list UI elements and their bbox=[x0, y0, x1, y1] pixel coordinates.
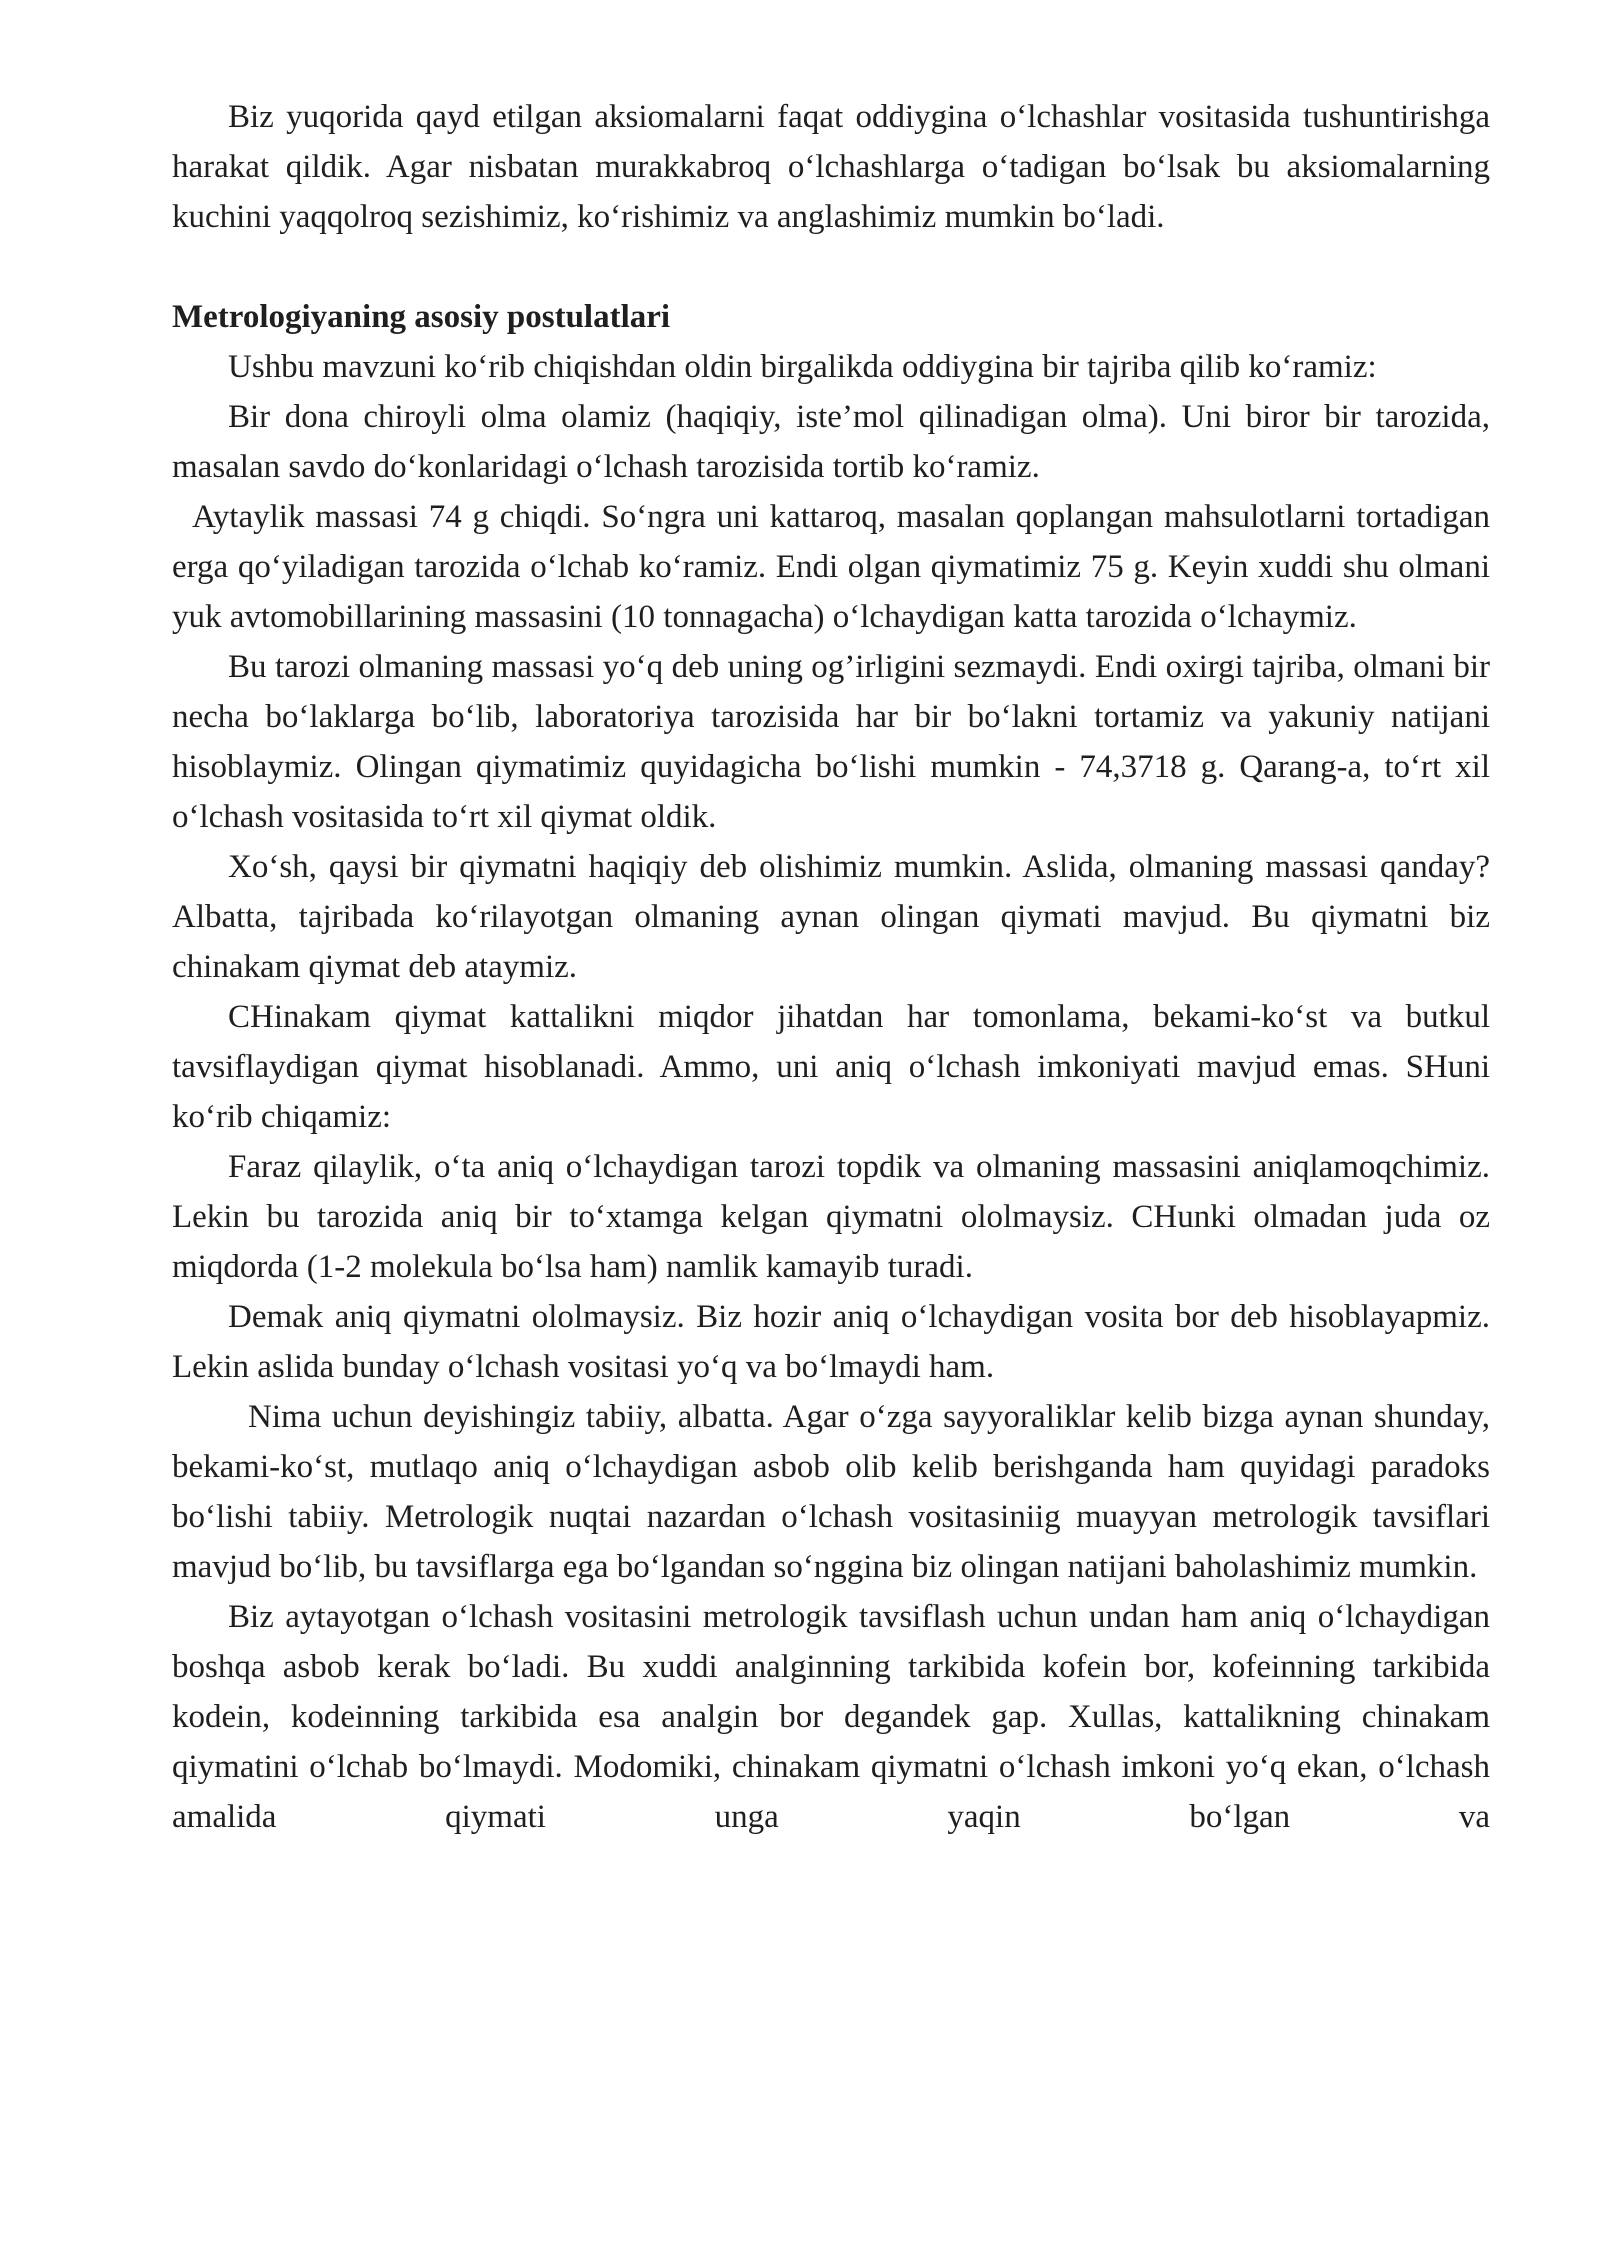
paragraph-4: Bu tarozi olmaning massasi yo‘q deb uning og’irligini sezmaydi. Endi oxirgi tajriba, olmani bir necha bo‘laklarga bo‘lib, laboratoriya tarozisida har bir bo‘lakni tortamiz va yakuniy natijani hisoblaymiz. Olingan qiymatimiz quyidagicha bo‘lishi mumkin - 74,3718 g. Qarang-a, to‘rt xil o‘lchash vositasida to‘rt xil qiymat oldik. bbox=[172, 649, 1490, 835]
section-heading: Metrologiyaning asosiy postulatlari bbox=[172, 299, 671, 335]
intro-paragraph: Biz yuqorida qayd etilgan aksiomalarni faqat oddiygina o‘lchashlar vositasida tushuntirishga harakat qildik. Agar nisbatan murakkabroq o‘lchashlarga o‘tadigan bo‘lsak bu aksiomalarning kuchini yaqqolroq sezishimiz, ko‘rishimiz va anglashimiz mumkin bo‘ladi. bbox=[172, 99, 1490, 235]
paragraph-1: Ushbu mavzuni ko‘rib chiqishdan oldin birgalikda oddiygina bir tajriba qilib ko‘ramiz: bbox=[228, 349, 1377, 385]
paragraph-6: CHinakam qiymat kattalikni miqdor jihatdan har tomonlama, bekami-ko‘st va butkul tavsiflaydigan qiymat hisoblanadi. Ammo, uni aniq o‘lchash imkoniyati mavjud emas. SHuni ko‘rib chiqamiz: bbox=[172, 999, 1490, 1135]
paragraph-9: Nima uchun deyishingiz tabiiy, albatta. Agar o‘zga sayyoraliklar kelib bizga aynan shunday, bekami-ko‘st, mutlaqo aniq o‘lchaydigan asbob olib kelib berishganda ham quyidagi paradoks bo‘lishi tabiiy. Metrologik nuqtai nazardan o‘lchash vositasiniig muayyan metrologik tavsiflari mavjud bo‘lib, bu tavsiflarga ega bo‘lgandan so‘nggina biz olingan natijani baholashimiz mumkin. bbox=[172, 1399, 1490, 1585]
paragraph-5: Xo‘sh, qaysi bir qiymatni haqiqiy deb olishimiz mumkin. Aslida, olmaning massasi qanday? Albatta, tajribada ko‘rilayotgan olmaning aynan olingan qiymati mavjud. Bu qiymatni biz chinakam qiymat deb ataymiz. bbox=[172, 849, 1490, 985]
paragraph-8: Demak aniq qiymatni ololmaysiz. Biz hozir aniq o‘lchaydigan vosita bor deb hisoblayapmiz. Lekin aslida bunday o‘lchash vositasi yo‘q va bo‘lmaydi ham. bbox=[172, 1299, 1490, 1385]
paragraph-3: Aytaylik massasi 74 g chiqdi. So‘ngra uni kattaroq, masalan qoplangan mahsulotlarni tortadigan erga qo‘yiladigan tarozida o‘lchab ko‘ramiz. Endi olgan qiymatimiz 75 g. Keyin xuddi shu olmani yuk avtomobillarining massasini (10 tonnagacha) o‘lchaydigan katta tarozida o‘lchaymiz. bbox=[172, 499, 1490, 635]
document-page bbox=[172, 92, 1490, 1842]
paragraph-10: Biz aytayotgan o‘lchash vositasini metrologik tavsiflash uchun undan ham aniq o‘lchaydigan boshqa asbob kerak bo‘ladi. Bu xuddi analginning tarkibida kofein bor, kofeinning tarkibida kodein, kodeinning tarkibida esa analgin bor degandek gap. Xullas, kattalikning chinakam qiymatini o‘lchab bo‘lmaydi. Modomiki, chinakam qiymatni o‘lchash imkoni yo‘q ekan, o‘lchash amalida qiymati unga yaqin bo‘lgan va bbox=[172, 1599, 1490, 1835]
paragraph-7: Faraz qilaylik, o‘ta aniq o‘lchaydigan tarozi topdik va olmaning massasini aniqlamoqchimiz. Lekin bu tarozida aniq bir to‘xtamga kelgan qiymatni ololmaysiz. CHunki olmadan juda oz miqdorda (1-2 molekula bo‘lsa ham) namlik kamayib turadi. bbox=[172, 1149, 1490, 1285]
paragraph-2: Bir dona chiroyli olma olamiz (haqiqiy, iste’mol qilinadigan olma). Uni biror bir tarozida, masalan savdo do‘konlaridagi o‘lchash tarozisida tortib ko‘ramiz. bbox=[172, 399, 1490, 485]
